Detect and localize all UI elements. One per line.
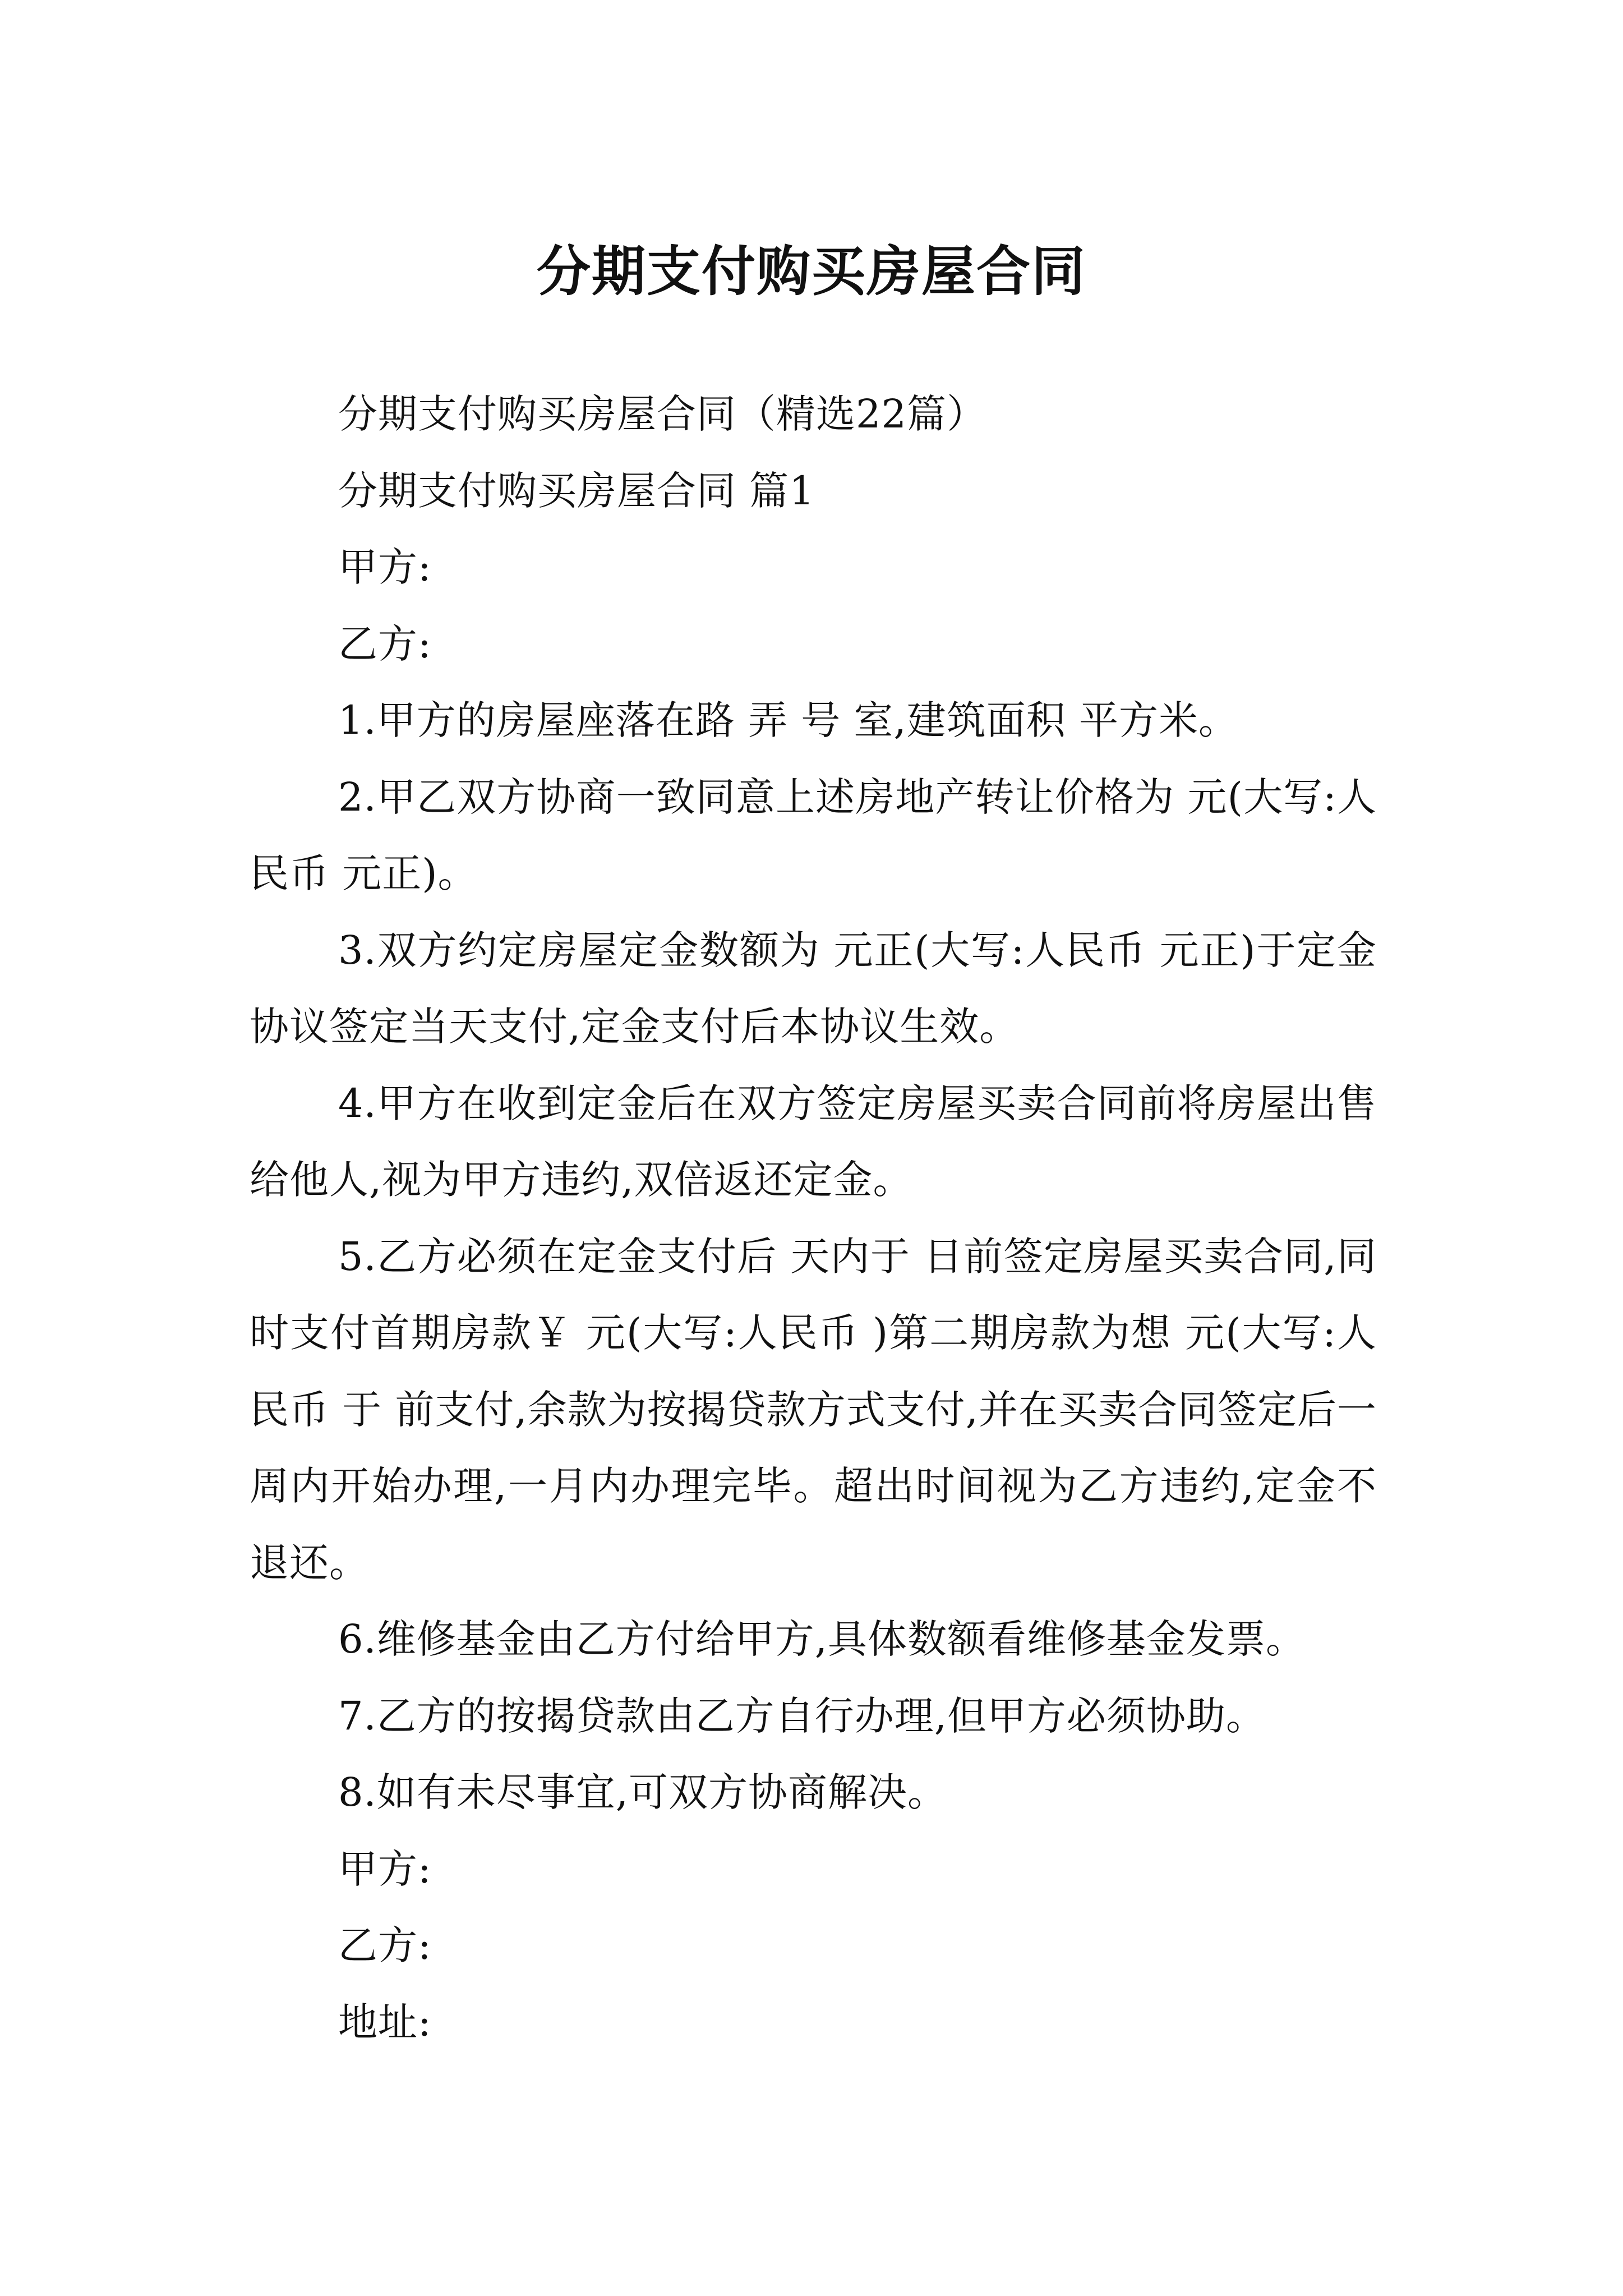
section-heading: 分期支付购买房屋合同 篇1 [338,467,815,514]
clause-7: 7.乙方的按揭贷款由乙方自行办理,但甲方必须协助。 [338,1692,1266,1739]
signature-address: 地址: [338,1999,432,2045]
party-b-label: 乙方: [338,620,432,667]
party-a-label: 甲方: [338,544,432,590]
document-body [250,376,1377,2060]
clause-2: 2.甲乙双方协商一致同意上述房地产转让价格为 元(大写:人民币 元正)。 [250,774,1377,896]
clause-6: 6.维修基金由乙方付给甲方,具体数额看维修基金发票。 [338,1616,1306,1662]
clause-4: 4.甲方在收到定金后在双方签定房屋买卖合同前将房屋出售给他人,视为甲方违约,双倍返还定金。 [250,1080,1377,1203]
signature-party-a: 甲方: [338,1846,432,1892]
clause-1: 1.甲方的房屋座落在路 弄 号 室,建筑面积 平方米。 [338,697,1239,743]
signature-party-b: 乙方: [338,1922,432,1968]
subtitle-collection: 分期支付购买房屋合同（精选22篇） [338,391,987,437]
clause-5: 5.乙方必须在定金支付后 天内于 日前签定房屋买卖合同,同时支付首期房款￥ 元(大写:人民币 )第二期房款为想 元(大写:人民币 于 前支付,余款为按揭贷款方式支付,并在买卖合同签定后一周内开始办理,一月内办理完毕。超出时间视为乙方违约,定金不退还。 [250,1233,1377,1586]
document-title: 分期支付购买房屋合同 [537,240,1086,303]
clause-3: 3.双方约定房屋定金数额为 元正(大写:人民币 元正)于定金协议签定当天支付,定金支付后本协议生效。 [250,927,1377,1050]
clause-8: 8.如有未尽事宜,可双方协商解决。 [338,1769,948,1815]
